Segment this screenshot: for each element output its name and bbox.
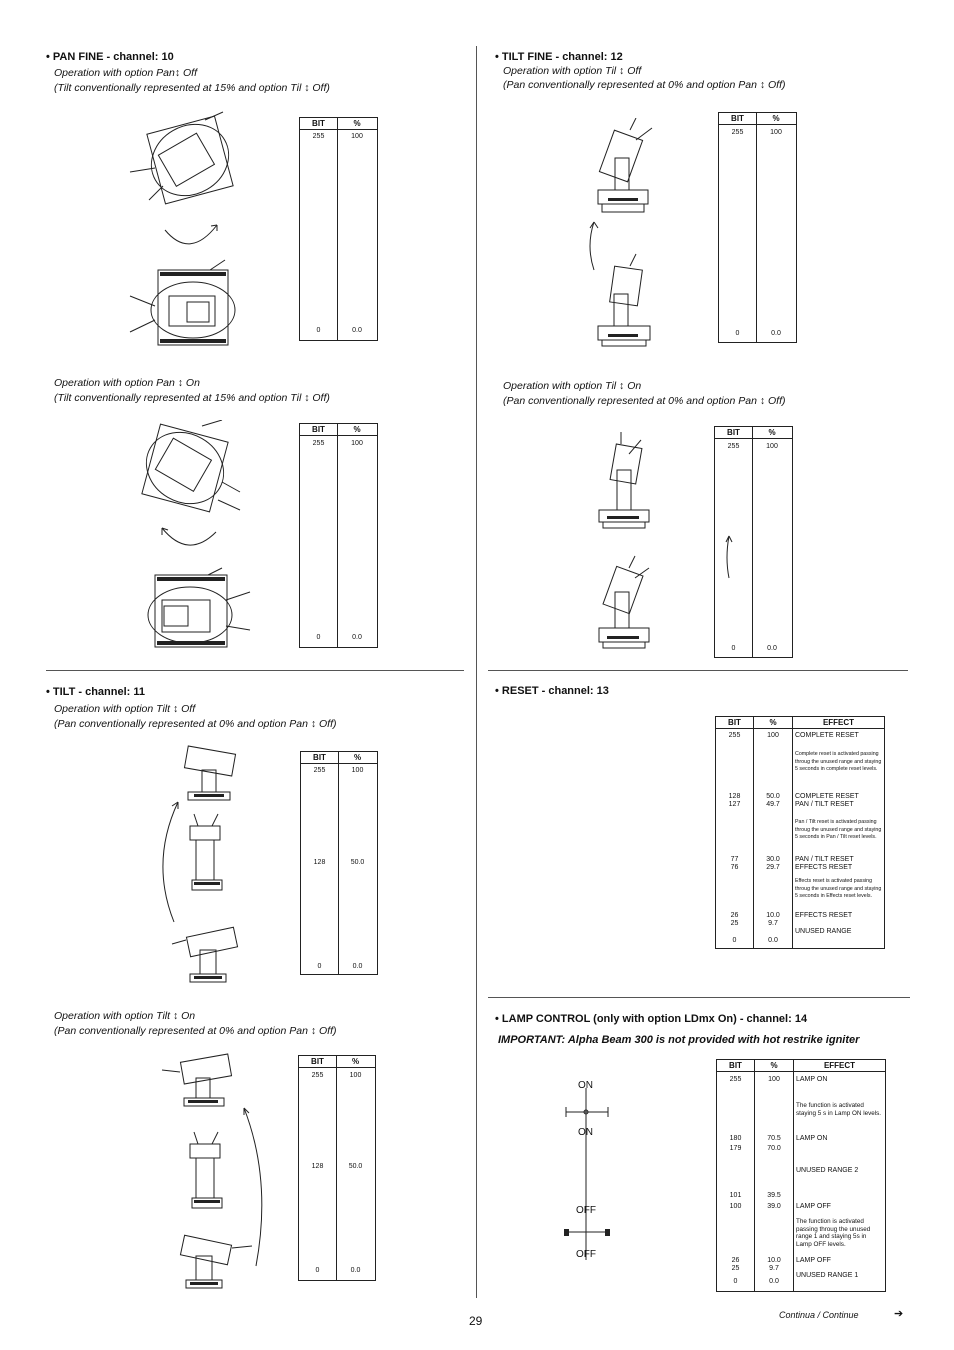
table-note: The function is activated passing throug the unused range 1 and staying 5s in Lamp OFF levels.: [796, 1218, 871, 1248]
reset-table: [715, 716, 885, 949]
table-cell: 0.0: [769, 1278, 779, 1285]
pan-fine-off-figure: [125, 110, 255, 360]
table-cell: 100: [767, 732, 779, 739]
effect-header: EFFECT: [822, 718, 855, 727]
tilt-fine-on-table: [714, 426, 793, 658]
pct-header: %: [351, 1057, 360, 1066]
tilt-fine-off-figure: [580, 118, 670, 350]
table-cell: 127: [728, 801, 741, 808]
tilt-off-table: [300, 751, 378, 975]
pan-fine-op-off-2: (Tilt conventionally represented at 15% and option Til ↕ Off): [54, 82, 330, 94]
pct-header: %: [353, 753, 362, 762]
bit-header: BIT: [313, 753, 326, 762]
bit-top: 255: [313, 767, 326, 774]
table-cell: 100: [768, 1076, 780, 1083]
bit-header: BIT: [312, 119, 325, 128]
pct-header: %: [768, 428, 776, 437]
table-cell: COMPLETE RESET: [795, 793, 859, 800]
table-cell: UNUSED RANGE 1: [796, 1272, 859, 1279]
tilt-title: • TILT - channel: 11: [46, 686, 145, 698]
table-cell: LAMP OFF: [796, 1203, 831, 1210]
table-cell: LAMP ON: [796, 1076, 828, 1083]
pan-fine-on-figure: [130, 420, 260, 652]
lamp-label-on-1: ON: [578, 1080, 593, 1091]
table-cell: COMPLETE RESET: [795, 732, 859, 739]
tilt-fine-off-table: [718, 112, 797, 343]
bit-top: 255: [312, 133, 325, 140]
tilt-fine-op-on-2: (Pan conventionally represented at 0% and option Pan ↕ Off): [503, 395, 786, 407]
table-cell: 29.7: [766, 864, 780, 871]
lamp-diagram: [560, 1080, 620, 1270]
bit-header: BIT: [727, 428, 740, 437]
tilt-op-off-2: (Pan conventionally represented at 0% and option Pan ↕ Off): [54, 718, 337, 730]
pct-top: 100: [766, 443, 778, 450]
lamp-title: • LAMP CONTROL (only with option LDmx On) - channel: 14: [495, 1013, 808, 1025]
pan-fine-op-on-2: (Tilt conventionally represented at 15% and option Til ↕ Off): [54, 392, 330, 404]
table-cell: 76: [730, 864, 739, 871]
pct-mid: 50.0: [350, 859, 365, 866]
table-cell: 100: [729, 1203, 742, 1210]
table-cell: 49.7: [766, 801, 780, 808]
table-cell: EFFECTS RESET: [795, 864, 853, 871]
tilt-fine-on-figure: [585, 432, 665, 654]
table-note: The function is activated staying 5 s in Lamp ON levels.: [796, 1102, 882, 1117]
lamp-table: [716, 1059, 886, 1292]
divider-right-low: [488, 997, 910, 998]
table-cell: 255: [728, 732, 741, 739]
lamp-label-off-2: OFF: [576, 1249, 596, 1260]
bit-top: 255: [312, 440, 325, 447]
bit-bottom: 0: [316, 327, 321, 334]
page-number: 29: [469, 1314, 483, 1328]
pct-bottom: 0.0: [767, 645, 777, 652]
table-cell: 180: [729, 1135, 742, 1142]
bit-bottom: 0: [315, 1267, 320, 1274]
bit-mid: 128: [311, 1163, 324, 1170]
lamp-important: IMPORTANT: Alpha Beam 300 is not provided with hot restrike igniter: [498, 1034, 860, 1046]
bit-bottom: 0: [735, 330, 740, 337]
bit-top: 255: [731, 129, 744, 136]
pct-top: 100: [770, 129, 782, 136]
tilt-off-figure: [150, 742, 260, 987]
table-cell: 10.0: [767, 1257, 781, 1264]
bit-mid: 128: [313, 859, 326, 866]
table-cell: 26: [731, 1257, 740, 1264]
center-divider: [476, 46, 477, 1298]
lamp-label-off-1: OFF: [576, 1205, 596, 1216]
table-cell: LAMP ON: [796, 1135, 828, 1142]
tilt-on-figure: [160, 1050, 270, 1290]
pct-header: %: [772, 114, 780, 123]
table-cell: 77: [730, 856, 739, 863]
table-cell: LAMP OFF: [796, 1257, 831, 1264]
table-cell: EFFECTS RESET: [795, 912, 853, 919]
divider-right-mid: [488, 670, 908, 671]
bit-header: BIT: [731, 114, 744, 123]
bit-header: BIT: [312, 425, 325, 434]
pct-top: 100: [351, 767, 364, 774]
table-cell: 101: [729, 1192, 742, 1199]
bit-header: BIT: [728, 718, 741, 727]
table-cell: 70.5: [767, 1135, 781, 1142]
pan-fine-op-off-1: Operation with option Pan↕ Off: [54, 67, 197, 79]
bit-bottom: 0: [316, 634, 321, 641]
table-cell: 30.0: [766, 856, 780, 863]
table-note: Complete reset is activated passing throug the unused range and staying 5 seconds in complete reset levels.: [795, 751, 882, 772]
table-cell: 10.0: [766, 912, 780, 919]
table-cell: PAN / TILT RESET: [795, 801, 854, 808]
table-cell: 0: [732, 937, 737, 944]
table-cell: 70.0: [767, 1145, 781, 1152]
table-cell: UNUSED RANGE: [795, 928, 852, 935]
pct-header: %: [353, 425, 361, 434]
tilt-fine-op-on-1: Operation with option Til ↕ On: [503, 380, 642, 392]
table-cell: 26: [730, 912, 739, 919]
table-note: Pan / Tilt reset is activated passing throug the unused range and staying 5 seconds in Pan / Tilt reset levels.: [795, 819, 882, 840]
pan-fine-off-table: [299, 117, 378, 341]
bit-header: BIT: [311, 1057, 324, 1066]
table-cell: 179: [729, 1145, 742, 1152]
tilt-fine-title: • TILT FINE - channel: 12: [495, 51, 623, 63]
pct-top: 100: [349, 1072, 362, 1079]
continue-text: Continua / Continue: [779, 1310, 859, 1320]
lamp-label-on-2: ON: [578, 1127, 593, 1138]
continue-arrow-icon: ➔: [894, 1308, 904, 1320]
pct-header: %: [353, 119, 361, 128]
tilt-op-off-1: Operation with option Tilt ↕ Off: [54, 703, 196, 715]
table-cell: 39.0: [767, 1203, 781, 1210]
pan-fine-title: • PAN FINE - channel: 10: [46, 51, 174, 63]
tilt-on-table: [298, 1055, 376, 1281]
bit-bottom: 0: [731, 645, 736, 652]
table-cell: 50.0: [766, 793, 780, 800]
effect-header: EFFECT: [823, 1061, 856, 1070]
tilt-op-on-1: Operation with option Tilt ↕ On: [54, 1010, 196, 1022]
table-cell: 9.7: [769, 1265, 779, 1272]
bit-header: BIT: [729, 1061, 742, 1070]
pct-mid: 50.0: [348, 1163, 363, 1170]
pct-header: %: [769, 718, 777, 727]
pct-header: %: [770, 1061, 778, 1070]
table-cell: 0: [733, 1278, 738, 1285]
divider-left-mid: [46, 670, 464, 671]
pct-bottom: 0.0: [771, 330, 781, 337]
table-cell: UNUSED RANGE 2: [796, 1167, 859, 1174]
tilt-op-on-2: (Pan conventionally represented at 0% and option Pan ↕ Off): [54, 1025, 337, 1037]
tilt-fine-op-off-2: (Pan conventionally represented at 0% and option Pan ↕ Off): [503, 79, 786, 91]
table-cell: 255: [729, 1076, 742, 1083]
pct-bottom: 0.0: [352, 963, 363, 970]
table-cell: 9.7: [768, 920, 778, 927]
pct-bottom: 0.0: [350, 1267, 361, 1274]
table-cell: PAN / TILT RESET: [795, 856, 854, 863]
bit-bottom: 0: [317, 963, 322, 970]
tilt-fine-op-off-1: Operation with option Til ↕ Off: [503, 65, 642, 77]
pct-top: 100: [351, 440, 363, 447]
bit-top: 255: [727, 443, 740, 450]
pct-bottom: 0.0: [352, 634, 362, 641]
pct-top: 100: [351, 133, 363, 140]
table-cell: 39.5: [767, 1192, 781, 1199]
table-cell: 25: [731, 1265, 740, 1272]
reset-title: • RESET - channel: 13: [495, 685, 609, 697]
table-cell: 128: [728, 793, 741, 800]
table-note: Effects reset is activated passing throug the unused range and staying 5 seconds in Effects reset levels.: [795, 878, 882, 899]
bit-top: 255: [311, 1072, 324, 1079]
table-cell: 25: [730, 920, 739, 927]
pan-fine-on-table: [299, 423, 378, 648]
pct-bottom: 0.0: [352, 327, 362, 334]
table-cell: 0.0: [768, 937, 778, 944]
pan-fine-op-on-1: Operation with option Pan ↕ On: [54, 377, 200, 389]
